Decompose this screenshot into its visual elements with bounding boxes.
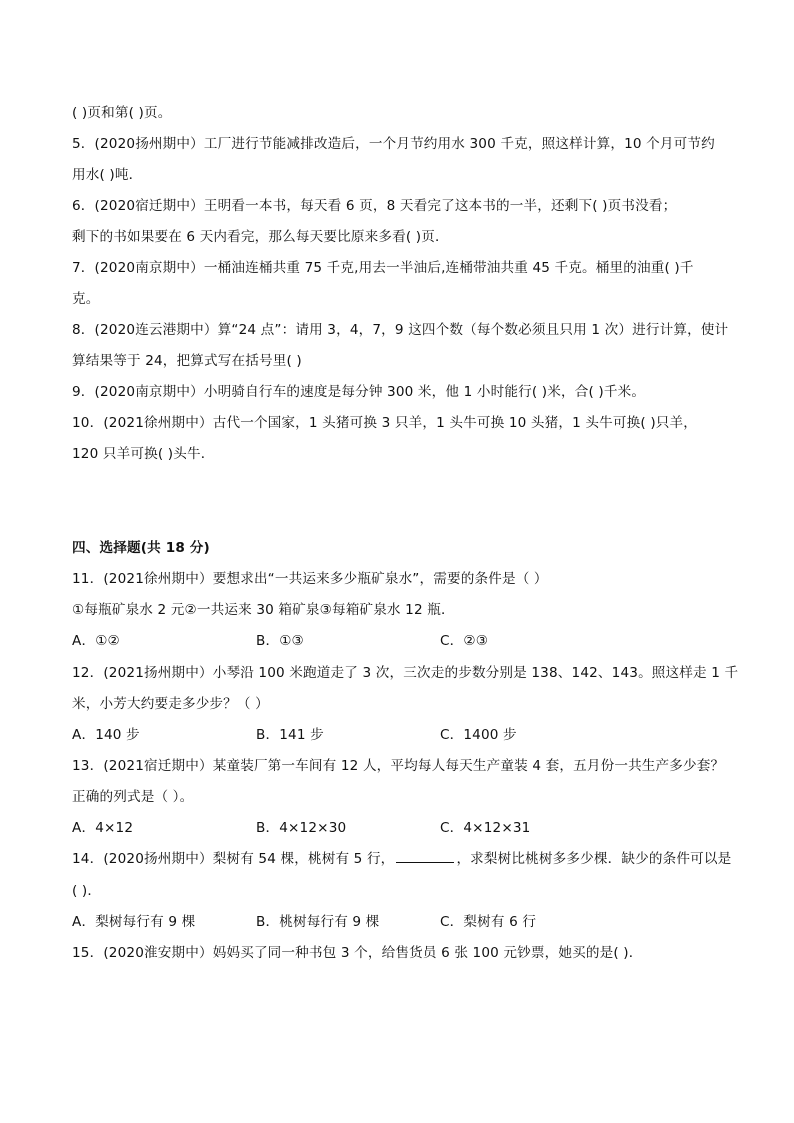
q14-answer-blank	[396, 850, 454, 863]
q7-text: 7．(2020南京期中）一桶油连桶共重 75 千克,用去一半油后,连桶带油共重 45 千克。桶里的油重( )千	[72, 260, 694, 276]
q11-conditions: ①每瓶矿泉水 2 元②一共运来 30 箱矿泉③每箱矿泉水 12 瓶．	[72, 602, 455, 618]
q14-text	[72, 850, 731, 868]
q6-text-cont: 剩下的书如果要在 6 天内看完，那么每天要比原来多看( )页．	[72, 229, 449, 245]
q12-option-c[interactable]: C．1400 步	[440, 727, 517, 743]
q8-text-cont: 算结果等于 24，把算式写在括号里( )	[72, 353, 302, 369]
q14-text-part2: ，求梨树比桃树多多少棵．缺少的条件可以是	[456, 851, 732, 867]
q8-text: 8．(2020连云港期中）算“24 点”：请用 3，4，7，9 这四个数（每个数必须且只用 1 次）进行计算，使计	[72, 322, 729, 338]
q11-option-a[interactable]: A．①②	[72, 633, 120, 649]
q13-option-c[interactable]: C．4×12×31	[440, 820, 531, 836]
q13-option-a[interactable]: A．4×12	[72, 820, 134, 836]
q14-option-c[interactable]: C．梨树有 6 行	[440, 914, 537, 930]
q11-text: 11．(2021徐州期中）要想求出“一共运来多少瓶矿泉水”，需要的条件是（ ）	[72, 571, 548, 587]
q11-option-b[interactable]: B．①③	[256, 633, 304, 649]
q13-text: 13．(2021宿迁期中）某童装厂第一车间有 12 人，平均每人每天生产童装 4 套，五月份一共生产多少套？	[72, 758, 725, 774]
q15-text: 15．(2020淮安期中）妈妈买了同一种书包 3 个，给售货员 6 张 100 元钞票，她买的是( )．	[72, 945, 643, 961]
q13-text-cont: 正确的列式是（ ）。	[72, 789, 194, 805]
q11-option-c[interactable]: C．②③	[440, 633, 489, 649]
q12-option-b[interactable]: B．141 步	[256, 727, 324, 743]
q10-text: 10．(2021徐州期中）古代一个国家，1 头猪可换 3 只羊，1 头牛可换 10 头猪，1 头牛可换( )只羊，	[72, 415, 697, 431]
q7-text-cont: 克。	[72, 291, 100, 307]
q10-text-cont: 120 只羊可换( )头牛．	[72, 446, 215, 462]
q14-text-part1: 14．(2020扬州期中）梨树有 54 棵，桃树有 5 行，	[72, 851, 395, 867]
q14-option-b[interactable]: B．桃树每行有 9 棵	[256, 914, 380, 930]
q12-option-a[interactable]: A．140 步	[72, 727, 140, 743]
q14-text-cont: ( )．	[72, 883, 102, 899]
q14-option-a[interactable]: A．梨树每行有 9 棵	[72, 914, 196, 930]
q5-text-cont: 用水( )吨．	[72, 167, 143, 183]
q13-option-b[interactable]: B．4×12×30	[256, 820, 347, 836]
q5-text: 5．(2020扬州期中）工厂进行节能减排改造后，一个月节约用水 300 千克，照这样计算，10 个月可节约	[72, 136, 715, 152]
q12-text-cont: 米，小芳大约要走多少步？（ ）	[72, 696, 269, 712]
section-heading: 四、选择题(共 18 分)	[72, 540, 210, 556]
q9-text: 9．(2020南京期中）小明骑自行车的速度是每分钟 300 米，他 1 小时能行( )米，合( )千米。	[72, 384, 646, 400]
q4-continuation: ( )页和第( )页。	[72, 105, 172, 121]
q12-text: 12．(2021扬州期中）小琴沿 100 米跑道走了 3 次，三次走的步数分别是 138、142、143。照这样走 1 千	[72, 665, 739, 681]
q6-text: 6．(2020宿迁期中）王明看一本书，每天看 6 页，8 天看完了这本书的一半，还剩下( )页书没看；	[72, 198, 677, 214]
